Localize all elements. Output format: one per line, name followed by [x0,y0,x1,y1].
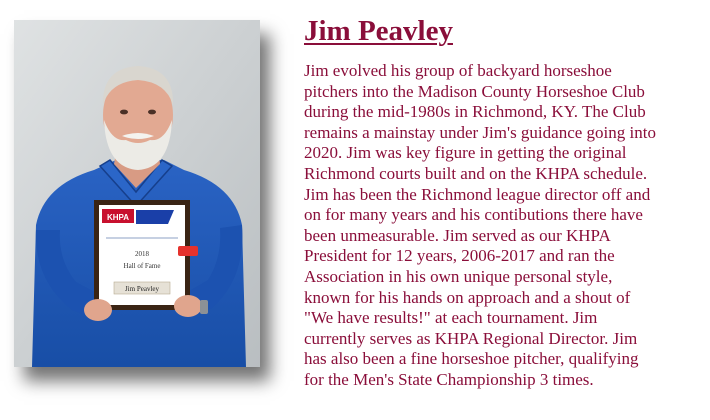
bio-line: for the Men's State Championship 3 times. [304,369,594,389]
left-eye [120,110,128,115]
wristwatch [200,300,208,314]
person-name-heading: Jim Peavley [304,15,453,47]
portrait-illustration [14,20,260,367]
shirt-patch [178,246,198,256]
bio-line: "We have results!" at each tournament. Jim [304,308,598,328]
bio-line: known for his hands on approach and a shout of [304,287,631,307]
plaque-year: 2018 [135,250,149,258]
plaque-name: Jim Peavley [124,285,160,293]
bio-line: has also been a fine horseshoe pitcher, qualifying [304,349,639,369]
bio-line: Jim evolved his group of backyard horseshoe [304,61,612,80]
right-eye [148,110,156,115]
bio-line: on for many years and his contibutions there have [304,205,643,225]
right-hand [174,295,202,317]
bio-line: Association in his own unique personal style, [304,266,613,286]
bio-line: Jim has been the Richmond league director off and [304,184,651,204]
bio-line: President for 12 years, 2006-2017 and ran the [304,246,615,266]
bio-line: pitchers into the Madison County Horseshoe Club [304,81,645,101]
portrait-photo [14,20,260,367]
bio-line: 2020. Jim was key figure in getting the original [304,143,627,163]
bio-line: currently serves as KHPA Regional Director. Jim [304,328,638,348]
plaque-banner [136,210,174,224]
bio-line: during the mid-1980s in Richmond, KY. The Club [304,102,646,122]
biography-text [304,61,699,391]
bio-line: remains a mainstay under Jim's guidance going into [304,122,656,142]
bio-line: Richmond courts built and on the KHPA schedule. [304,163,648,183]
plaque-logo-text: KHPA [106,213,130,222]
left-hand [84,299,112,321]
plaque-award: Hall of Fame [123,262,161,270]
bio-line: been unmeasurable. Jim served as our KHPA [304,225,611,245]
